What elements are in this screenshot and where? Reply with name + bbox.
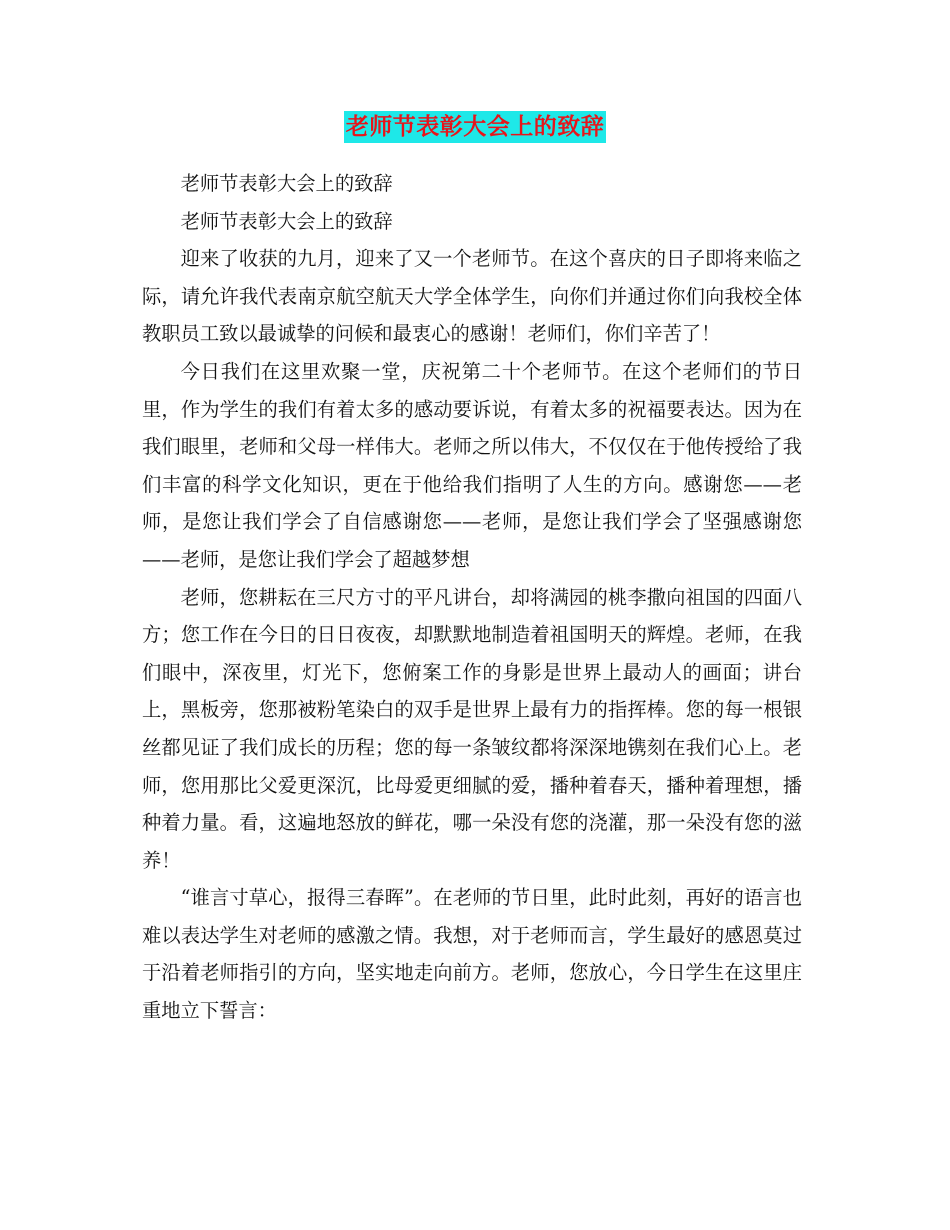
paragraph-subtitle-1: 老师节表彰大会上的致辞: [180, 172, 393, 195]
paragraph-4: “谁言寸草心，报得三春晖”。在老师的节日里，此时此刻，再好的语言也难以表达学生对老师的感激之情。我想，对于老师而言，学生最好的感恩莫过于沿着老师指引的方向，坚实地走向前方。老师，您放心，今日学生在这里庄重地立下誓言：: [142, 886, 802, 1023]
paragraph-3: 老师，您耕耘在三尺方寸的平凡讲台，却将满园的桃李撒向祖国的四面八方；您工作在今日的日日夜夜，却默默地制造着祖国明天的辉煌。老师，在我们眼中，深夜里，灯光下，您俯案工作的身影是世界上最动人的画面；讲台上，黑板旁，您那被粉笔染白的双手是世界上最有力的指挥棒。您的每一根银丝都见证了我们成长的历程；您的每一条皱纹都将深深地镌刻在我们心上。老师，您用那比父爱更深沉，比母爱更细腻的爱，播种着春天，播种着理想，播种着力量。看，这遍地怒放的鲜花，哪一朵没有您的浇灌，那一朵没有您的滋养！: [142, 585, 802, 872]
paragraph-2: 今日我们在这里欢聚一堂，庆祝第二十个老师节。在这个老师们的节日里，作为学生的我们有着太多的感动要诉说，有着太多的祝福要表达。因为在我们眼里，老师和父母一样伟大。老师之所以伟大，不仅仅在于他传授给了我们丰富的科学文化知识，更在于他给我们指明了人生的方向。感谢您——老师，是您让我们学会了自信感谢您——老师，是您让我们学会了坚强感谢您——老师，是您让我们学会了超越梦想: [142, 359, 802, 571]
document-body: [142, 165, 802, 1030]
title-container: [0, 111, 950, 143]
paragraph-subtitle-2: 老师节表彰大会上的致辞: [180, 209, 393, 233]
paragraph-1: 迎来了收获的九月，迎来了又一个老师节。在这个喜庆的日子即将来临之际，请允许我代表南京航空航天大学全体学生，向你们并通过你们向我校全体教职员工致以最诚挚的问候和最衷心的感谢！老师们，你们辛苦了！: [142, 247, 802, 346]
document-title: 老师节表彰大会上的致辞: [344, 111, 607, 143]
